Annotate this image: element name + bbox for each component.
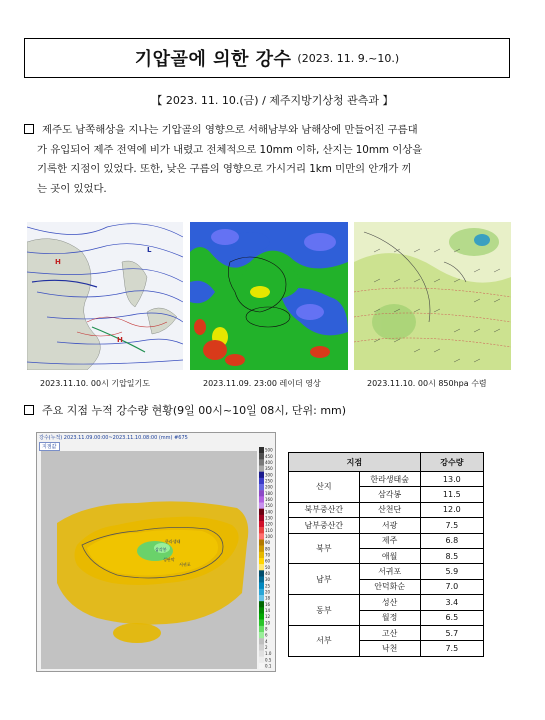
table-row [289,564,484,579]
legend-tick-label: 400 [265,459,273,465]
document-title: 기압골에 의한 강수 [134,49,292,70]
legend-swatch [259,626,264,632]
legend-swatch [259,466,264,472]
station-cell: 서귀포 [359,564,420,579]
station-cell: 애월 [359,548,420,563]
surface-weather-chart-image [27,222,183,370]
legend-tick-label: 10 [265,620,271,626]
rain-legend [259,447,275,669]
legend-swatch [259,589,264,595]
rainfall-cell: 6.8 [420,533,483,548]
caption-radar: 2023.11.09. 23:00 레이더 영상 [203,379,321,388]
legend-tick-label: 40 [265,570,271,576]
svg-text:서귀포: 서귀포 [179,562,191,567]
legend-tick-label: 110 [265,527,273,533]
rainfall-cell: 6.5 [420,610,483,625]
legend-swatch [259,558,264,564]
station-values-toggle[interactable]: 지점값 [39,442,60,451]
legend-swatch [259,601,264,607]
legend-swatch [259,552,264,558]
legend-tick-label: 450 [265,453,273,459]
rainfall-cell: 3.4 [420,595,483,610]
legend-tick-label: 200 [265,484,273,490]
region-cell: 동부 [289,595,360,626]
legend-swatch [259,447,264,453]
legend-tick-label: 0.1 [265,663,272,669]
title-box [24,38,510,78]
legend-tick-label: 180 [265,490,273,496]
legend-tick-label: 16 [265,601,271,607]
legend-swatch [259,651,264,657]
svg-text:H: H [117,336,123,344]
legend-tick-label: 500 [265,447,273,453]
legend-swatch [259,657,264,663]
legend-swatch [259,595,264,601]
legend-tick-label: 300 [265,472,273,478]
legend-swatch [259,663,264,669]
legend-tick-label: 4 [265,638,268,644]
table-row [289,595,484,610]
legend-tick-label: 14 [265,607,271,613]
rainfall-table [288,452,484,657]
legend-swatch [259,533,264,539]
header-station: 지점 [289,453,421,472]
legend-tick-label: 0.5 [265,657,272,663]
station-cell: 월정 [359,610,420,625]
station-cell: 삼각봉 [359,487,420,502]
station-cell: 서광 [359,518,420,533]
table-row [289,502,484,517]
table-row [289,533,484,548]
region-cell: 서부 [289,625,360,656]
rainfall-cell: 11.5 [420,487,483,502]
legend-tick-label: 50 [265,564,271,570]
section-heading: 주요 지점 누적 강수량 현황(9일 00시~10일 08시, 단위: mm) [24,402,346,418]
legend-swatch [259,472,264,478]
legend-swatch [259,503,264,509]
legend-swatch [259,583,264,589]
legend-swatch [259,546,264,552]
legend-swatch [259,515,264,521]
rain-map-header: 강수(누적) 2023.11.09.00:00~2023.11.10.08:00 (mm) #675 [39,435,188,441]
legend-swatch [259,570,264,576]
table-row [289,472,484,487]
caption-850hpa: 2023.11.10. 00시 850hpa 수렴 [367,379,487,388]
station-cell: 산천단 [359,502,420,517]
legend-tick-label: 130 [265,515,273,521]
legend-swatch [259,577,264,583]
legend-tick-label: 140 [265,509,273,515]
legend-swatch [259,564,264,570]
legend-swatch [259,632,264,638]
legend-tick-label: 18 [265,595,271,601]
table-row [289,625,484,640]
region-cell: 산지 [289,472,360,503]
legend-swatch [259,521,264,527]
paragraph-line: 는 곳이 있었다. [37,182,107,195]
legend-swatch [259,607,264,613]
station-cell: 성산 [359,595,420,610]
legend-swatch [259,540,264,546]
rainfall-cell: 5.7 [420,625,483,640]
legend-tick-label: 100 [265,533,273,539]
legend-swatch [259,638,264,644]
rainfall-cell: 8.5 [420,548,483,563]
convergence-850hpa-image [354,222,511,370]
paragraph-line: 가 유입되어 제주 전역에 비가 내렸고 전체적으로 10mm 이하, 산지는 10mm 이상을 [37,143,423,156]
checkbox-bullet-icon [24,405,34,415]
region-cell: 북부 [289,533,360,564]
legend-swatch [259,509,264,515]
svg-text:삼각봉: 삼각봉 [155,547,167,552]
legend-swatch [259,490,264,496]
rainfall-cell: 12.0 [420,502,483,517]
paragraph-line: 기록한 지점이 있었다. 또한, 낮은 구름의 영향으로 가시거리 1km 미만의 안개가 끼 [37,163,412,175]
accumulated-rain-map [36,432,276,672]
legend-swatch [259,484,264,490]
caption-weather-chart: 2023.11.10. 00시 기압일기도 [40,379,150,388]
legend-tick-label: 25 [265,583,271,589]
rainfall-cell: 7.5 [420,518,483,533]
legend-tick-label: 120 [265,521,273,527]
legend-tick-label: 2 [265,644,268,650]
region-cell: 북부중산간 [289,502,360,517]
legend-tick-label: 70 [265,552,271,558]
rainfall-cell: 5.9 [420,564,483,579]
legend-swatch [259,620,264,626]
legend-tick-label: 150 [265,503,273,509]
radar-image [190,222,348,370]
rainfall-cell: 7.5 [420,641,483,656]
legend-tick-label: 250 [265,478,273,484]
legend-swatch [259,527,264,533]
svg-text:성판악: 성판악 [163,557,175,562]
legend-tick-label: 80 [265,546,271,552]
legend-tick-label: 20 [265,589,271,595]
legend-tick-label: 1.0 [265,651,272,657]
checkbox-bullet-icon [24,124,34,134]
station-cell: 안덕화순 [359,579,420,594]
rainfall-cell: 13.0 [420,472,483,487]
table-header-row [289,453,484,472]
region-cell: 남부중산간 [289,518,360,533]
legend-swatch [259,459,264,465]
legend-tick-label: 350 [265,466,273,472]
region-cell: 남부 [289,564,360,595]
legend-tick-label: 6 [265,632,268,638]
table-row [289,518,484,533]
legend-swatch [259,644,264,650]
legend-swatch [259,453,264,459]
title-period: (2023. 11. 9.~10.) [297,51,400,65]
legend-tick-label: 160 [265,496,273,502]
dateline: 【 2023. 11. 10.(금) / 제주지방기상청 관측과 】 [151,94,394,107]
rainfall-cell: 7.0 [420,579,483,594]
header-rainfall: 강수량 [420,453,483,472]
legend-tick-label: 12 [265,614,271,620]
legend-tick-label: 60 [265,558,271,564]
legend-tick-label: 90 [265,540,271,546]
station-cell: 고산 [359,625,420,640]
legend-tick-label: 8 [265,626,268,632]
legend-swatch [259,496,264,502]
svg-text:H: H [55,258,61,266]
station-cell: 낙천 [359,641,420,656]
legend-tick-label: 30 [265,577,271,583]
summary-paragraph [24,121,524,199]
station-cell: 제주 [359,533,420,548]
legend-swatch [259,614,264,620]
svg-text:L: L [147,246,152,254]
paragraph-line: 제주도 남쪽해상을 지나는 기압골의 영향으로 서해남부와 남해상에 만들어진 구름대 [24,121,524,141]
map-label-hallasan: 한라생태 [165,539,181,544]
legend-swatch [259,478,264,484]
station-cell: 한라생태숲 [359,472,420,487]
